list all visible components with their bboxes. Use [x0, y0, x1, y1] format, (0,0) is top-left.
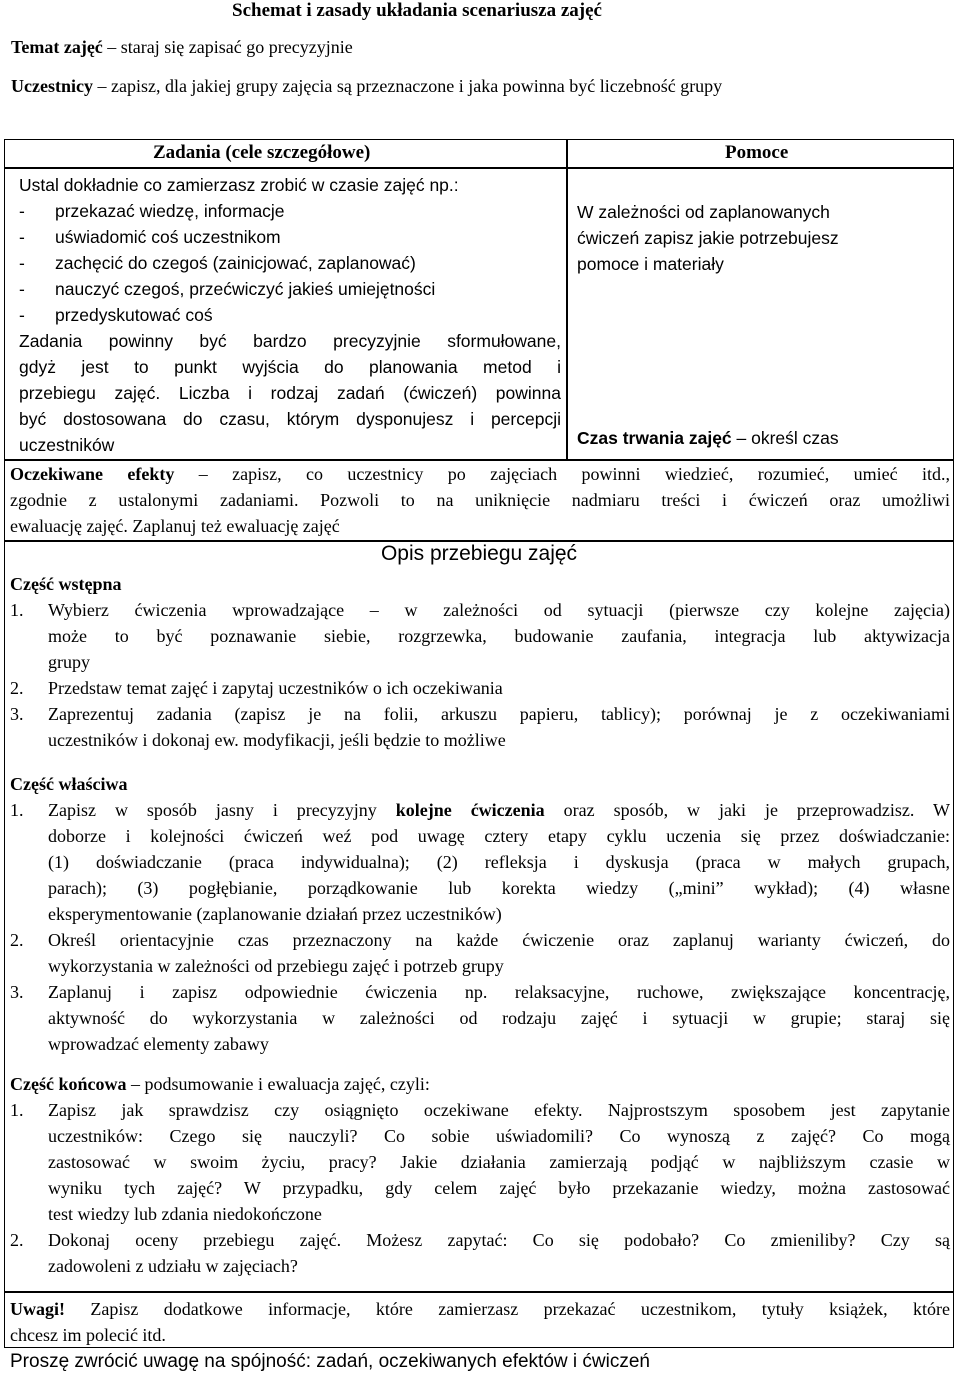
pomoce-header: Pomoce	[725, 142, 789, 163]
uczestnicy-label: Uczestnicy	[11, 76, 93, 96]
list-item: 3. Zaprezentuj zadania (zapisz je na folii, arkuszu papieru, tablicy); porównaj je z oczekiwaniami uczestników i dokonaj ew. modyfikacji, jeśli będzie to możliwe	[10, 704, 950, 750]
temat-text: – staraj się zapisać go precyzyjnie	[102, 37, 353, 57]
zadania-text-line: uczestników	[19, 435, 115, 455]
opis-title: Opis przebiegu zajęć	[380, 542, 578, 565]
zadania-text-line: być dostosowana do czasu, którym dysponujesz i percepcji	[19, 409, 561, 429]
czas-label: Czas trwania zajęć	[577, 428, 732, 448]
list-item: 1. Zapisz w sposób jasny i precyzyjny kolejne ćwiczenia oraz sposób, w jaki je przeprowadzisz. W doborze i kolejności ćwiczeń weź pod uwagę cztery etapy cyklu uczenia się przez doświadczanie: (1) doświadczanie (praca indywidualna); (2) refleksja i dyskusja (praca w małych grupach, parach); (3) pogłębianie, porządkowanie lub korekta wiedzy („mini” wykład); (4) własne eksperymentowanie (zaplanowanie działań przez uczestników)	[10, 800, 950, 924]
koncowa-heading: Część końcowa – podsumowanie i ewaluacja zajęć, czyli:	[10, 1074, 430, 1094]
zadania-bullet: - nauczyć czegoś, przećwiczyć jakieś umiejętności	[19, 279, 436, 299]
uwagi-section: Uwagi! Zapisz dodatkowe informacje, które zamierzasz przekazać uczestnikom, tytuły książek, które chcesz im polecić itd.	[10, 1299, 950, 1345]
uwagi-divider	[4, 1291, 954, 1293]
czas-trwania	[577, 428, 839, 449]
uczestnicy-line	[11, 76, 722, 97]
list-item: 1. Zapisz jak sprawdzisz czy osiągnięto oczekiwane efekty. Najprostszym sposobem jest zapytanie uczestników: Czego się nauczyli? Co sobie uświadomili? Co wynoszą z zajęć? Co mogą zastosować w swoim życiu, pracy? Jakie działania zamierzają podjąć w najbliższym czasie w wyniku tych zajęć? W przypadku, gdy celem zajęć było przekazanie wiedzy, można zastosować test wiedzy lub zdania niedokończone	[10, 1100, 950, 1224]
table-header-divider	[4, 167, 954, 169]
zadania-bullet: - uświadomić coś uczestnikom	[19, 227, 281, 247]
footer-note: Proszę zwrócić uwagę na spójność: zadań, oczekiwanych efektów i ćwiczeń	[10, 1351, 650, 1372]
czas-text: – określ czas	[731, 428, 839, 448]
pomoce-cell	[577, 199, 937, 277]
zadania-text-line: przebiegu zajęć. Liczba i rodzaj zadań (ćwiczeń) powinna	[19, 383, 561, 403]
efekty-line: Oczekiwane efekty – zapisz, co uczestnicy po zajęciach powinni wiedzieć, rozumieć, umieć itd.,	[10, 464, 950, 484]
temat-label: Temat zajęć	[11, 37, 103, 57]
pomoce-text-line: W zależności od zaplanowanych	[577, 202, 830, 222]
table-column-divider	[566, 139, 568, 459]
wstepna-section	[10, 571, 950, 753]
efekty-line: zgodnie z ustalonymi zadaniami. Pozwoli to na uniknięcie nadmiaru treści i ćwiczeń oraz umożliwi	[10, 490, 950, 510]
uczestnicy-text: – zapisz, dla jakiej grupy zajęcia są przeznaczone i jaka powinna być liczebność grupy	[92, 76, 723, 96]
pomoce-text-line: ćwiczeń zapisz jakie potrzebujesz	[577, 228, 839, 248]
temat-line	[11, 37, 353, 58]
efekty-label: Oczekiwane efekty	[10, 464, 175, 484]
wstepna-heading: Część wstępna	[10, 574, 122, 594]
zadania-text-line: gdyż jest to punkt wyjścia do planowania metod i	[19, 357, 561, 377]
pomoce-text-line: pomoce i materiały	[577, 254, 724, 274]
document-title: Schemat i zasady układania scenariusza zajęć	[232, 0, 602, 21]
zadania-cell	[19, 172, 561, 458]
list-item: 2. Przedstaw temat zajęć i zapytaj uczestników o ich oczekiwania	[10, 678, 503, 698]
wlasciwa-section	[10, 771, 950, 1057]
zadania-intro: Ustal dokładnie co zamierzasz zrobić w czasie zajęć np.:	[19, 175, 459, 195]
koncowa-section	[10, 1071, 950, 1279]
efekty-section	[10, 461, 950, 539]
list-item: 2. Określ orientacyjnie czas przeznaczony na każde ćwiczenie oraz zaplanuj warianty ćwiczeń, do wykorzystania w zależności od przebiegu zajęć i potrzeb grupy	[10, 930, 950, 976]
zadania-header: Zadania (cele szczegółowe)	[153, 142, 371, 163]
list-item: 2. Dokonaj oceny przebiegu zajęć. Możesz zapytać: Co się podobało? Co zmieniliby? Czy są zadowoleni z udziału w zajęciach?	[10, 1230, 950, 1276]
uwagi-label: Uwagi!	[10, 1299, 65, 1319]
list-item: 1. Wybierz ćwiczenia wprowadzające – w zależności od sytuacji (pierwsze czy kolejne zajęcia) może to być poznawanie siebie, rozgrzewka, budowanie zaufania, integracja lub aktywizacja grupy	[10, 600, 950, 672]
zadania-bullet: - przekazać wiedzę, informacje	[19, 201, 285, 221]
wlasciwa-heading: Część właściwa	[10, 774, 128, 794]
zadania-text-line: Zadania powinny być bardzo precyzyjnie sformułowane,	[19, 331, 561, 351]
efekty-line: ewaluację zajęć. Zaplanuj też ewaluację zajęć	[10, 516, 340, 536]
zadania-bullet: - zachęcić do czegoś (zainicjować, zaplanować)	[19, 253, 416, 273]
zadania-bullet: - przedyskutować coś	[19, 305, 213, 325]
list-item: 3. Zaplanuj i zapisz odpowiednie ćwiczenia np. relaksacyjne, ruchowe, zwiększające koncentrację, aktywność do wykorzystania w zależności od rodzaju zajęć i sytuacji w grupie; staraj się wprowadzać elementy zabawy	[10, 982, 950, 1054]
